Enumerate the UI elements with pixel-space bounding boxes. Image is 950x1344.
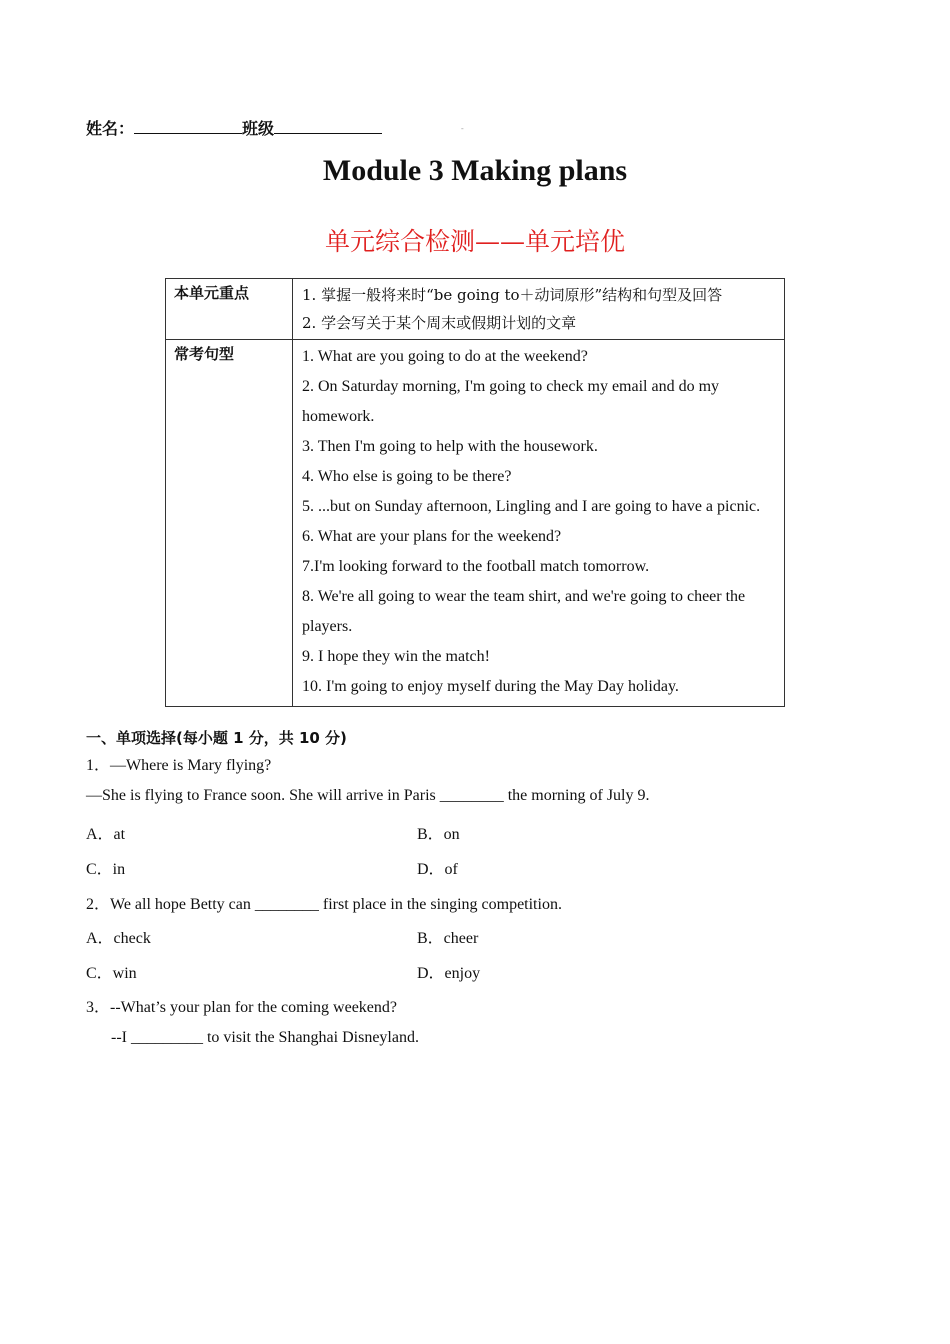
focus-content xyxy=(293,279,785,340)
sentence-content xyxy=(293,340,785,707)
sentence-line: 2. On Saturday morning, I'm going to check my email and do my xyxy=(302,378,720,395)
unit-focus-table xyxy=(165,278,785,707)
option-c[interactable]: C．in xyxy=(86,861,126,878)
sentence-label: 常考句型 xyxy=(166,340,293,707)
name-label: 姓名： xyxy=(86,119,135,138)
page-subtitle: 单元综合检测——单元培优 xyxy=(324,227,625,256)
student-info-line xyxy=(86,116,382,139)
question-2-text: 2．We all hope Betty can ________ first place in the singing competition. xyxy=(86,896,562,913)
sentence-line: 1. What are you going to do at the weekend? xyxy=(302,348,588,365)
sentence-line: 10. I'm going to enjoy myself during the May Day holiday. xyxy=(302,678,679,695)
name-blank[interactable] xyxy=(134,119,242,134)
focus-row xyxy=(166,279,785,340)
option-a[interactable]: A．check xyxy=(86,930,151,947)
section-heading: 一、单项选择(每小题 1 分，共 10 分) xyxy=(86,729,347,747)
page-title: Module 3 Making plans xyxy=(322,154,628,187)
option-b[interactable]: B．on xyxy=(417,826,460,843)
focus-label: 本单元重点 xyxy=(166,279,293,340)
option-b[interactable]: B．cheer xyxy=(417,930,479,947)
sentences-row xyxy=(166,340,785,707)
sentence-line: 5. ...but on Sunday afternoon, Lingling and I are going to have a picnic. xyxy=(302,498,761,515)
option-a[interactable]: A．at xyxy=(86,826,126,843)
class-blank[interactable] xyxy=(274,119,382,134)
sentence-line: players. xyxy=(302,618,353,635)
sentence-line: 6. What are your plans for the weekend? xyxy=(302,528,562,545)
question-1-prompt: 1．—Where is Mary flying? xyxy=(86,757,272,774)
question-3-text: --I _________ to visit the Shanghai Disneyland. xyxy=(111,1029,419,1046)
sentence-line: 9. I hope they win the match! xyxy=(302,648,490,665)
focus-item: 1. 掌握一般将来时“be going to＋动词原形”结构和句型及回答 xyxy=(302,286,723,304)
option-c[interactable]: C．win xyxy=(86,965,137,982)
stray-mark: - xyxy=(461,124,464,133)
sentence-line: homework. xyxy=(302,408,375,425)
class-label: 班级 xyxy=(242,119,275,138)
option-d[interactable]: D．of xyxy=(417,861,458,878)
question-3-prompt: 3．--What’s your plan for the coming weekend? xyxy=(86,999,398,1016)
focus-item: 2. 学会写关于某个周末或假期计划的文章 xyxy=(302,314,577,332)
sentence-line: 4. Who else is going to be there? xyxy=(302,468,512,485)
sentence-line: 7.I'm looking forward to the football match tomorrow. xyxy=(302,558,650,575)
option-d[interactable]: D．enjoy xyxy=(417,965,481,982)
sentence-line: 8. We're all going to wear the team shirt, and we're going to cheer the xyxy=(302,588,746,605)
question-1-text: —She is flying to France soon. She will arrive in Paris ________ the morning of July 9. xyxy=(86,787,650,804)
sentence-line: 3. Then I'm going to help with the housework. xyxy=(302,438,598,455)
